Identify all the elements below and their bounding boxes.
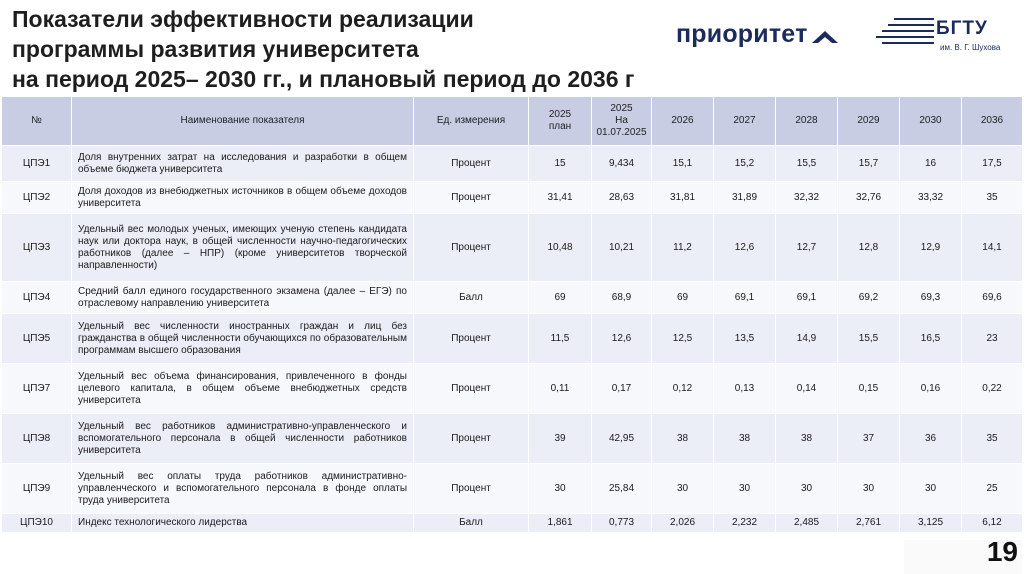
row-value: 13,5 (714, 314, 776, 364)
header-2025-plan-year: 2025 (548, 109, 572, 120)
row-value: 12,8 (838, 214, 900, 282)
indicators-table (1, 96, 1023, 533)
header-name: Наименование показателя (72, 97, 414, 146)
row-value: 68,9 (592, 282, 652, 314)
row-value: 16 (900, 146, 962, 182)
row-code: ЦПЭ9 (2, 464, 72, 514)
table-row (2, 282, 1023, 314)
row-value: 0,22 (962, 364, 1023, 414)
header-2028: 2028 (776, 97, 838, 146)
row-unit: Процент (414, 364, 529, 414)
row-unit: Процент (414, 214, 529, 282)
row-value: 69,6 (962, 282, 1023, 314)
row-value: 42,95 (592, 414, 652, 464)
row-indicator-name: Удельный вес работников административно-управленческого и вспомогательного персонала в общей численности работников университета (72, 414, 414, 464)
row-value: 15,7 (838, 146, 900, 182)
header-2025-fact (592, 97, 652, 146)
row-value: 12,5 (652, 314, 714, 364)
row-value: 30 (776, 464, 838, 514)
header-2036: 2036 (962, 97, 1023, 146)
row-value: 2,026 (652, 514, 714, 533)
row-value: 15,2 (714, 146, 776, 182)
row-value: 35 (962, 182, 1023, 214)
row-value: 30 (529, 464, 592, 514)
row-value: 32,32 (776, 182, 838, 214)
title-line-2: программы развития университета (12, 36, 419, 62)
row-value: 15 (529, 146, 592, 182)
row-value: 37 (838, 414, 900, 464)
row-code: ЦПЭ3 (2, 214, 72, 282)
row-value: 69 (652, 282, 714, 314)
row-unit: Балл (414, 514, 529, 533)
row-value: 35 (962, 414, 1023, 464)
bgtu-stripes-icon (874, 16, 934, 50)
row-value: 3,125 (900, 514, 962, 533)
header-unit: Ед. измерения (414, 97, 529, 146)
row-value: 69 (529, 282, 592, 314)
page-title (12, 4, 672, 94)
row-value: 38 (652, 414, 714, 464)
row-unit: Процент (414, 464, 529, 514)
row-value: 12,9 (900, 214, 962, 282)
prioritet-logo (676, 20, 838, 49)
title-line-3: на период 2025– 2030 гг., и плановый период до 2036 г (12, 66, 635, 92)
row-value: 28,63 (592, 182, 652, 214)
row-value: 15,1 (652, 146, 714, 182)
row-value: 69,1 (714, 282, 776, 314)
page-number: 19 (986, 536, 1018, 567)
row-value: 15,5 (838, 314, 900, 364)
row-value: 17,5 (962, 146, 1023, 182)
row-value: 12,7 (776, 214, 838, 282)
row-indicator-name: Удельный вес молодых ученых, имеющих ученую степень кандидата наук или доктора наук, в общей численности научно-педагогических работников (далее – НПР) (кроме университетов творческой направленности) (72, 214, 414, 282)
row-indicator-name: Средний балл единого государственного экзамена (далее – ЕГЭ) по отраслевому направлению университета (72, 282, 414, 314)
row-unit: Процент (414, 314, 529, 364)
row-indicator-name: Доля доходов из внебюджетных источников в общем объеме доходов университета (72, 182, 414, 214)
row-value: 0,11 (529, 364, 592, 414)
header-2026: 2026 (652, 97, 714, 146)
row-value: 0,14 (776, 364, 838, 414)
bgtu-logo-subtitle: им. В. Г. Шухова (940, 43, 1001, 52)
row-value: 69,1 (776, 282, 838, 314)
header-2025-fact-date: 01.07.2025 (596, 127, 647, 138)
table-row (2, 364, 1023, 414)
row-value: 9,434 (592, 146, 652, 182)
table-body (2, 146, 1023, 533)
row-value: 15,5 (776, 146, 838, 182)
row-indicator-name: Удельный вес объема финансирования, привлеченного в фонды целевого капитала, в общем объеме внебюджетных средств университета (72, 364, 414, 414)
row-value: 30 (900, 464, 962, 514)
row-value: 69,3 (900, 282, 962, 314)
row-value: 30 (652, 464, 714, 514)
row-indicator-name: Доля внутренних затрат на исследования и разработки в общем объеме бюджета университета (72, 146, 414, 182)
header-2027: 2027 (714, 97, 776, 146)
row-value: 31,41 (529, 182, 592, 214)
row-value: 38 (714, 414, 776, 464)
table-row (2, 314, 1023, 364)
table-row (2, 414, 1023, 464)
header-2025-plan (529, 97, 592, 146)
chevron-up-icon (812, 29, 838, 45)
row-code: ЦПЭ5 (2, 314, 72, 364)
row-value: 12,6 (592, 314, 652, 364)
row-value: 33,32 (900, 182, 962, 214)
title-line-1: Показатели эффективности реализации (12, 6, 474, 32)
row-value: 0,12 (652, 364, 714, 414)
table-row (2, 214, 1023, 282)
row-value: 39 (529, 414, 592, 464)
header-2025-plan-label: план (548, 121, 572, 132)
row-unit: Процент (414, 146, 529, 182)
header-2025-fact-year: 2025 (610, 103, 633, 114)
header-num: № (2, 97, 72, 146)
row-value: 10,21 (592, 214, 652, 282)
row-code: ЦПЭ8 (2, 414, 72, 464)
row-value: 11,5 (529, 314, 592, 364)
row-code: ЦПЭ4 (2, 282, 72, 314)
row-value: 10,48 (529, 214, 592, 282)
table-header-row (2, 97, 1023, 146)
row-code: ЦПЭ7 (2, 364, 72, 414)
bgtu-logo (874, 14, 1014, 60)
row-value: 25,84 (592, 464, 652, 514)
row-unit: Процент (414, 182, 529, 214)
row-value: 30 (838, 464, 900, 514)
row-value: 32,76 (838, 182, 900, 214)
row-value: 31,89 (714, 182, 776, 214)
row-value: 31,81 (652, 182, 714, 214)
row-unit: Балл (414, 282, 529, 314)
row-value: 6,12 (962, 514, 1023, 533)
row-value: 0,773 (592, 514, 652, 533)
row-unit: Процент (414, 414, 529, 464)
row-value: 25 (962, 464, 1023, 514)
row-indicator-name: Удельный вес численности иностранных граждан и лиц без гражданства в общей численности обучающихся по образовательным программам высшего образования (72, 314, 414, 364)
row-value: 36 (900, 414, 962, 464)
row-value: 38 (776, 414, 838, 464)
row-value: 2,485 (776, 514, 838, 533)
row-value: 14,9 (776, 314, 838, 364)
row-value: 0,17 (592, 364, 652, 414)
row-code: ЦПЭ10 (2, 514, 72, 533)
row-code: ЦПЭ1 (2, 146, 72, 182)
row-value: 12,6 (714, 214, 776, 282)
bgtu-logo-name: БГТУ (936, 18, 988, 39)
row-value: 11,2 (652, 214, 714, 282)
row-value: 14,1 (962, 214, 1023, 282)
row-code: ЦПЭ2 (2, 182, 72, 214)
row-value: 0,13 (714, 364, 776, 414)
header-2029: 2029 (838, 97, 900, 146)
row-value: 1,861 (529, 514, 592, 533)
table-row (2, 182, 1023, 214)
header-2030: 2030 (900, 97, 962, 146)
table-row (2, 146, 1023, 182)
row-value: 0,15 (838, 364, 900, 414)
row-value: 16,5 (900, 314, 962, 364)
row-indicator-name: Индекс технологического лидерства (72, 514, 414, 533)
table-row (2, 464, 1023, 514)
row-value: 2,232 (714, 514, 776, 533)
row-value: 2,761 (838, 514, 900, 533)
row-value: 0,16 (900, 364, 962, 414)
row-indicator-name: Удельный вес оплаты труда работников административно-управленческого и вспомогательного персонала в фонде оплаты труда университета (72, 464, 414, 514)
table-row (2, 514, 1023, 533)
prioritet-logo-text: приоритет (676, 20, 808, 48)
header-2025-fact-label: На (615, 115, 628, 126)
row-value: 23 (962, 314, 1023, 364)
row-value: 69,2 (838, 282, 900, 314)
row-value: 30 (714, 464, 776, 514)
